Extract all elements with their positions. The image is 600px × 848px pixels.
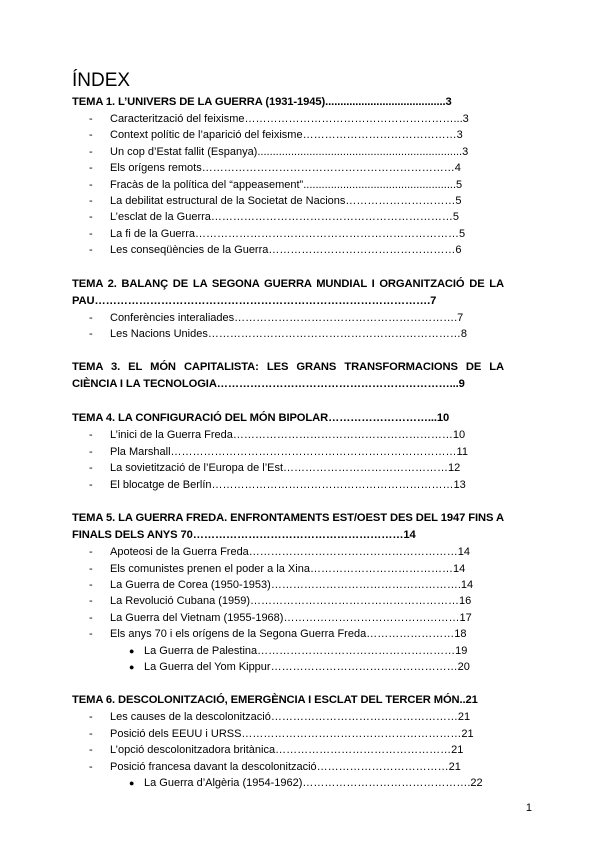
toc-entry[interactable] <box>72 193 504 209</box>
entry-text: La sovietització de l’Europa de l’Est………………………………………12 <box>110 462 461 475</box>
entry-text: La Guerra del Vietnam (1955-1968)…………………………………………17 <box>110 611 472 624</box>
dash-marker: - <box>89 113 93 125</box>
entry-list <box>72 709 504 791</box>
dash-marker: - <box>89 195 93 208</box>
toc-entry[interactable] <box>72 626 504 642</box>
dash-marker: - <box>89 211 93 224</box>
toc-entry[interactable] <box>72 209 504 225</box>
dash-marker: - <box>89 744 93 757</box>
table-of-contents <box>72 70 504 808</box>
entry-text: La Guerra d’Algèria (1954-1962)……………………………………….22 <box>144 776 483 789</box>
entry-text: L’opció descolonitzadora britànica…………………………………………21 <box>110 744 464 757</box>
toc-section <box>72 510 504 675</box>
dash-marker: - <box>89 595 93 608</box>
toc-subentry[interactable] <box>72 659 504 675</box>
dash-marker: - <box>89 546 93 559</box>
toc-entry[interactable] <box>72 742 504 758</box>
dash-marker: - <box>89 129 93 142</box>
toc-entry[interactable] <box>72 127 504 143</box>
toc-entry[interactable] <box>72 460 504 476</box>
entry-text: Les Nacions Unides……………………………………………………………8 <box>110 328 467 341</box>
entry-text: La Guerra de Palestina………………………………………………19 <box>144 644 468 657</box>
bullet-icon: ● <box>129 645 135 656</box>
toc-entry[interactable] <box>72 242 504 258</box>
toc-entry[interactable] <box>72 544 504 560</box>
entry-text: La debilitat estructural de la Societat de Nacions…………………………5 <box>110 195 462 208</box>
entry-text: El blocatge de Berlín…………………………………………………………13 <box>110 478 466 491</box>
toc-entry[interactable] <box>72 310 504 326</box>
entry-text: Les causes de la descolonització……………………………………………21 <box>110 711 471 724</box>
entry-text: Posició dels EEUU i URSS……………………………………………………21 <box>110 727 474 740</box>
entry-text: Conferències interaliades…………………………………………………….7 <box>110 311 464 324</box>
entry-text: L’esclat de la Guerra…………………………………………………………5 <box>110 211 460 224</box>
dash-marker: - <box>89 145 93 158</box>
dash-marker: - <box>89 244 93 257</box>
toc-section <box>72 692 504 791</box>
dash-marker: - <box>89 727 93 740</box>
entry-text: Fracàs de la política del “appeasement”..................................................5 <box>110 178 463 191</box>
dash-marker: - <box>89 429 93 442</box>
dash-marker: - <box>89 178 93 191</box>
toc-section <box>72 359 504 393</box>
toc-subentry[interactable] <box>72 775 504 791</box>
entry-text: La Revolució Cubana (1959)…………………………………………………16 <box>110 595 472 608</box>
entry-text: Caracterització del feixisme…………………………………………………...3 <box>110 113 469 125</box>
toc-entry[interactable] <box>72 477 504 493</box>
toc-entry[interactable] <box>72 427 504 443</box>
entry-text: Pla Marshall……………………………………………………………………11 <box>110 445 468 458</box>
toc-entry[interactable] <box>72 759 504 775</box>
dash-marker: - <box>89 445 93 458</box>
entry-text: Posició francesa davant la descolonització………………………………21 <box>110 760 461 773</box>
dash-marker: - <box>89 578 93 591</box>
section-heading[interactable]: TEMA 4. LA CONFIGURACIÓ DEL MÓN BIPOLAR………………………...10 <box>72 412 450 425</box>
dash-marker: - <box>89 311 93 324</box>
toc-entry[interactable] <box>72 577 504 593</box>
toc-section <box>72 410 504 493</box>
entry-text: La fi de la Guerra………………………………………………………………5 <box>110 227 466 240</box>
toc-sections <box>72 94 504 791</box>
dash-marker: - <box>89 328 93 341</box>
dash-marker: - <box>89 462 93 475</box>
entry-list <box>72 544 504 675</box>
dash-marker: - <box>89 611 93 624</box>
dash-marker: - <box>89 562 93 575</box>
entry-text: La Guerra de Corea (1950-1953)…………………………………………….14 <box>110 578 474 591</box>
toc-entry[interactable] <box>72 444 504 460</box>
dash-marker: - <box>89 760 93 773</box>
section-heading[interactable]: TEMA 2. BALANÇ DE LA SEGONA GUERRA MUNDIAL I ORGANITZACIÓ DE LA PAU……………………………………………………………………………….7 <box>72 277 504 307</box>
toc-subentry[interactable] <box>72 643 504 659</box>
dash-marker: - <box>89 711 93 724</box>
dash-marker: - <box>89 162 93 175</box>
toc-entry[interactable] <box>72 177 504 193</box>
dash-marker: - <box>89 628 93 641</box>
entry-text: Context polític de l’aparició del feixisme……………………………………3 <box>110 129 463 142</box>
toc-section <box>72 276 504 343</box>
toc-entry[interactable] <box>72 610 504 626</box>
toc-entry[interactable] <box>72 326 504 342</box>
toc-entry[interactable] <box>72 709 504 725</box>
page-number: 1 <box>525 802 532 814</box>
toc-entry[interactable] <box>72 226 504 242</box>
toc-entry[interactable] <box>72 561 504 577</box>
section-heading[interactable]: TEMA 6. DESCOLONITZACIÓ, EMERGÈNCIA I ESCLAT DEL TERCER MÓN..21 <box>72 694 478 707</box>
bullet-icon: ● <box>129 661 135 672</box>
entry-text: L’inici de la Guerra Freda……………………………………………………10 <box>110 429 466 442</box>
entry-list <box>72 111 504 259</box>
toc-entry[interactable] <box>72 726 504 742</box>
entry-text: Les conseqüències de la Guerra……………………………………………6 <box>110 244 462 257</box>
entry-text: Els anys 70 i els orígens de la Segona Guerra Freda……………………18 <box>110 628 467 641</box>
section-heading[interactable]: TEMA 1. L’UNIVERS DE LA GUERRA (1931-1945)........................................3 <box>72 96 452 108</box>
page-title: ÍNDEX <box>72 70 131 91</box>
toc-entry[interactable] <box>72 160 504 176</box>
toc-section <box>72 94 504 259</box>
section-heading[interactable]: TEMA 3. EL MÓN CAPITALISTA: LES GRANS TRANSFORMACIONS DE LA CIÈNCIA I LA TECNOLOGIA………………………………………………………...9 <box>72 361 504 391</box>
entry-text: Un cop d’Estat fallit (Espanya)...................................................................3 <box>110 145 469 158</box>
dash-marker: - <box>89 227 93 240</box>
entry-text: La Guerra del Yom Kippur……………………………………………20 <box>144 660 470 673</box>
toc-entry[interactable] <box>72 111 504 127</box>
entry-list <box>72 427 504 493</box>
bullet-icon: ● <box>129 777 135 788</box>
entry-list <box>72 310 504 343</box>
toc-entry[interactable] <box>72 144 504 160</box>
dash-marker: - <box>89 478 93 491</box>
entry-text: Els orígens remots……………………………………………………………4 <box>110 162 461 175</box>
entry-text: Els comunistes prenen el poder a la Xina…………………………………14 <box>110 562 466 575</box>
entry-text: Apoteosi de la Guerra Freda…………………………………………………14 <box>110 546 471 559</box>
section-heading[interactable]: TEMA 5. LA GUERRA FREDA. ENFRONTAMENTS EST/OEST DES DEL 1947 FINS A FINALS DELS ANYS 70…………………………………………………14 <box>72 512 504 542</box>
toc-entry[interactable] <box>72 593 504 609</box>
